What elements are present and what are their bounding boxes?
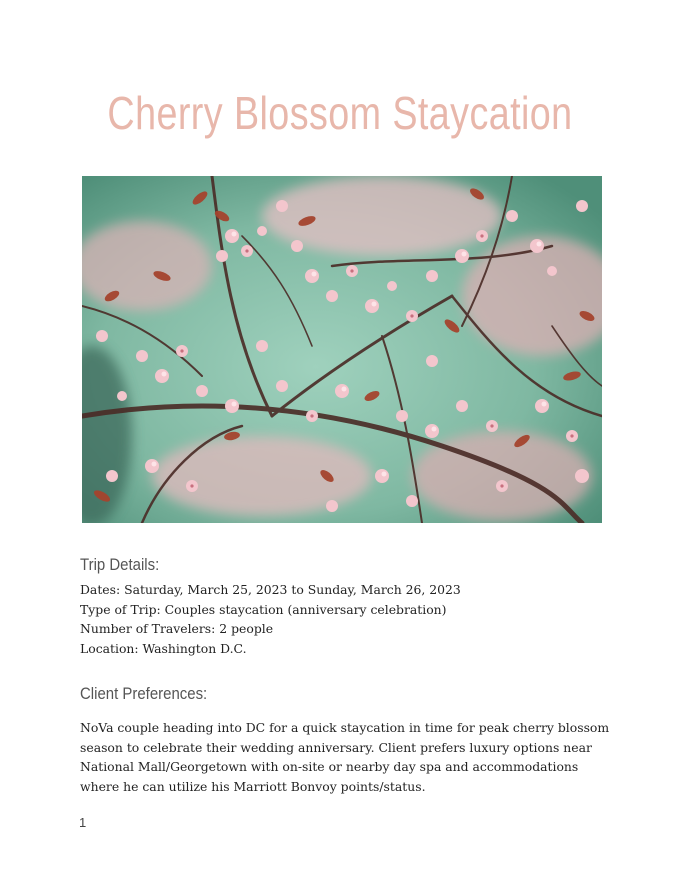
trip-details-list (80, 580, 461, 658)
trip-dates: Dates: Saturday, March 25, 2023 to Sunday, March 26, 2023 (80, 582, 461, 597)
trip-travelers: Number of Travelers: 2 people (80, 621, 274, 636)
trip-location: Location: Washington D.C. (80, 640, 247, 656)
client-preferences-text: NoVa couple heading into DC for a quick staycation in time for peak cherry blossom season to celebrate their wedding anniversary. Client prefers luxury options near National Mall/Georgetown with on-site or nearby day spa and accommodations where he can utilize his Marriott Bonvoy points/status. (80, 720, 610, 794)
client-preferences-heading: Client Preferences: (80, 684, 208, 703)
trip-details-heading: Trip Details: (80, 555, 160, 574)
cherry-blossom-illustration (82, 176, 602, 523)
document-title: Cherry Blossom Staycation (107, 87, 573, 139)
cherry-blossom-photo (82, 176, 602, 523)
trip-type: Type of Trip: Couples staycation (anniversary celebration) (80, 601, 447, 617)
page-number: 1 (79, 815, 87, 830)
